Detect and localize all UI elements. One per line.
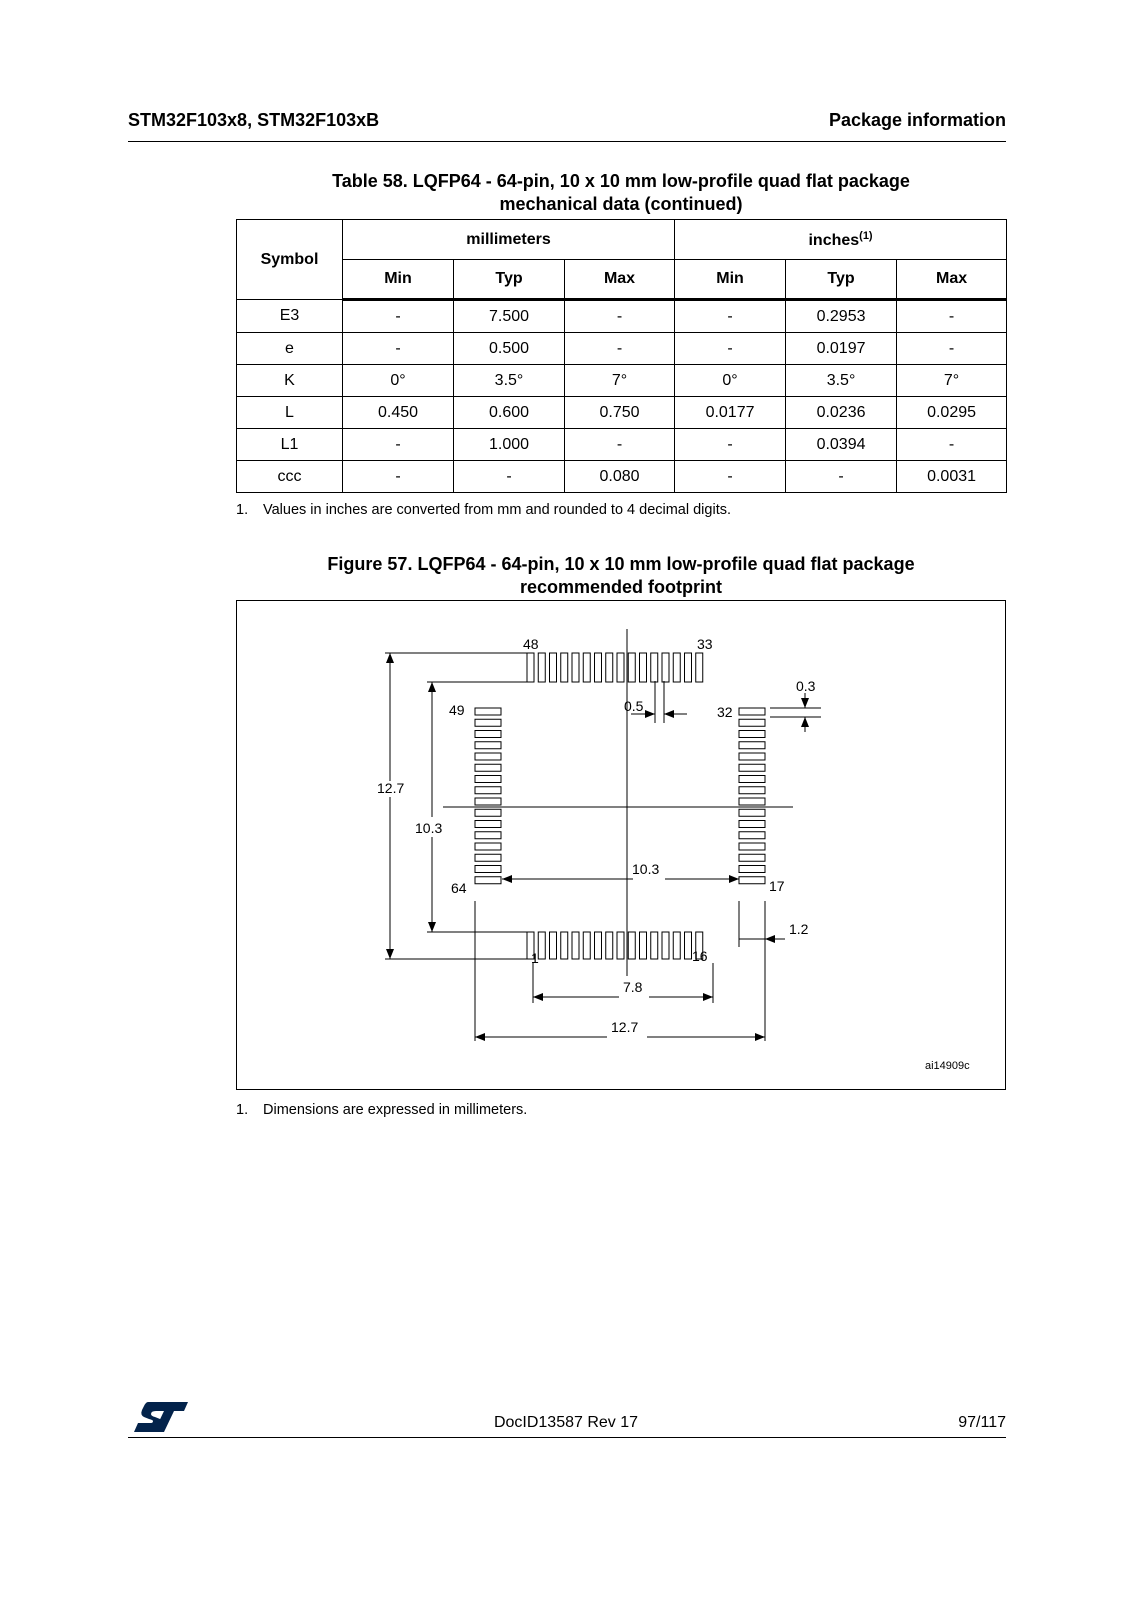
pin-label-32: 32 <box>717 704 733 720</box>
footer-doc-id: DocID13587 Rev 17 <box>493 1414 639 1431</box>
sub-header-2: Max <box>565 260 675 300</box>
pad-bottom <box>550 932 557 959</box>
pin-label-1: 1 <box>531 950 539 966</box>
pad-top <box>628 653 635 682</box>
pad-bottom <box>640 932 647 959</box>
figure-caption-line2: recommended footprint <box>519 577 722 597</box>
pad-top <box>572 653 579 682</box>
value-cell: - <box>675 429 786 461</box>
figure-caption-line1: Figure 57. LQFP64 - 64-pin, 10 x 10 mm low-profile quad flat package <box>327 554 915 574</box>
value-cell: - <box>565 429 675 461</box>
pad-right <box>739 731 765 738</box>
sub-header-4: Typ <box>786 260 897 300</box>
value-cell: - <box>565 333 675 365</box>
inches-header-label: inches <box>808 231 860 249</box>
pin-label-48: 48 <box>523 636 539 652</box>
pad-top <box>640 653 647 682</box>
pad-left <box>475 764 501 771</box>
value-cell: 7.500 <box>454 300 565 333</box>
pin-label-16: 16 <box>692 948 708 964</box>
pad-bottom <box>628 932 635 959</box>
dim-label-pad-width: 0.3 <box>796 678 816 694</box>
doc-header-title: STM32F103x8, STM32F103xB <box>128 110 380 130</box>
pad-right <box>739 809 765 816</box>
dim-label-inner-height: 10.3 <box>415 820 443 836</box>
pad-bottom <box>662 932 669 959</box>
pad-right <box>739 776 765 783</box>
table-row <box>237 333 1007 365</box>
value-cell: 7° <box>565 365 675 397</box>
pad-top <box>527 653 534 682</box>
value-cell: 0.0236 <box>786 397 897 429</box>
sub-header-0: Min <box>343 260 454 300</box>
figure-footnote <box>236 1102 527 1118</box>
pad-bottom <box>673 932 680 959</box>
table-caption <box>236 170 1006 216</box>
footprint-drawing <box>237 601 1005 1089</box>
value-cell: 0.450 <box>343 397 454 429</box>
symbol-cell: E3 <box>237 300 343 333</box>
value-cell: - <box>675 461 786 493</box>
header-rule <box>128 141 1006 142</box>
pad-left <box>475 832 501 839</box>
mechanical-data-table <box>236 219 1007 493</box>
pad-left <box>475 787 501 794</box>
value-cell: - <box>343 333 454 365</box>
value-cell: 0.080 <box>565 461 675 493</box>
pin-label-49: 49 <box>449 702 465 718</box>
value-cell: 3.5° <box>454 365 565 397</box>
sub-header-1: Typ <box>454 260 565 300</box>
pad-right <box>739 866 765 873</box>
pad-bottom <box>583 932 590 959</box>
dim-label-outer-height: 12.7 <box>377 780 405 796</box>
value-cell: - <box>343 300 454 333</box>
pad-bottom <box>606 932 613 959</box>
pad-top <box>561 653 568 682</box>
value-cell: - <box>343 429 454 461</box>
pad-left <box>475 843 501 850</box>
footer-page-number: 97/117 <box>958 1414 1006 1431</box>
pad-top <box>583 653 590 682</box>
pad-right <box>739 719 765 726</box>
pad-right <box>739 798 765 805</box>
value-cell: 0° <box>343 365 454 397</box>
dim-label-pad-length: 1.2 <box>789 921 809 937</box>
pad-right <box>739 787 765 794</box>
table-row <box>237 365 1007 397</box>
pad-top <box>673 653 680 682</box>
figure-ref-code: ai14909c <box>925 1060 970 1072</box>
dim-label-outer-width: 12.7 <box>611 1019 639 1035</box>
table-footnote-number: 1. <box>236 502 249 518</box>
value-cell: - <box>897 300 1007 333</box>
pad-left <box>475 877 501 884</box>
symbol-header: Symbol <box>237 220 343 300</box>
pad-top <box>550 653 557 682</box>
pad-top <box>696 653 703 682</box>
value-cell: 7° <box>897 365 1007 397</box>
value-cell: 0.2953 <box>786 300 897 333</box>
pad-right <box>739 764 765 771</box>
pad-right <box>739 821 765 828</box>
pad-bottom <box>685 932 692 959</box>
figure-caption <box>236 553 1006 599</box>
pad-right <box>739 742 765 749</box>
value-cell: 3.5° <box>786 365 897 397</box>
value-cell: 0.0394 <box>786 429 897 461</box>
footprint-figure <box>236 600 1006 1090</box>
pad-top <box>538 653 545 682</box>
value-cell: 0° <box>675 365 786 397</box>
footer-rule <box>128 1437 1006 1438</box>
table-row <box>237 461 1007 493</box>
table-row <box>237 397 1007 429</box>
pin-label-33: 33 <box>697 636 713 652</box>
pad-top <box>662 653 669 682</box>
pad-top <box>685 653 692 682</box>
value-cell: 0.0031 <box>897 461 1007 493</box>
pad-right <box>739 854 765 861</box>
pad-top <box>617 653 624 682</box>
symbol-cell: L <box>237 397 343 429</box>
value-cell: - <box>675 333 786 365</box>
table-footnote <box>236 502 731 518</box>
pad-right <box>739 708 765 715</box>
value-cell: 0.750 <box>565 397 675 429</box>
table-caption-line1: Table 58. LQFP64 - 64-pin, 10 x 10 mm low-profile quad flat package <box>332 171 910 191</box>
value-cell: 0.0197 <box>786 333 897 365</box>
pad-top <box>606 653 613 682</box>
table-row <box>237 300 1007 333</box>
pad-right <box>739 753 765 760</box>
value-cell: - <box>897 333 1007 365</box>
pad-left <box>475 776 501 783</box>
pad-left <box>475 753 501 760</box>
pad-bottom <box>538 932 545 959</box>
figure-footnote-text: Dimensions are expressed in millimeters. <box>263 1102 528 1118</box>
figure-footnote-number: 1. <box>236 1102 249 1118</box>
pad-bottom <box>572 932 579 959</box>
pad-bottom <box>595 932 602 959</box>
value-cell: 0.0295 <box>897 397 1007 429</box>
pad-left <box>475 854 501 861</box>
symbol-cell: ccc <box>237 461 343 493</box>
pad-bottom <box>651 932 658 959</box>
symbol-cell: e <box>237 333 343 365</box>
pad-bottom <box>617 932 624 959</box>
value-cell: 0.600 <box>454 397 565 429</box>
pad-top <box>651 653 658 682</box>
symbol-cell: L1 <box>237 429 343 461</box>
pad-right <box>739 877 765 884</box>
doc-header-section: Package information <box>828 110 1006 130</box>
value-cell: - <box>675 300 786 333</box>
pad-group <box>475 653 765 959</box>
pad-left <box>475 798 501 805</box>
value-cell: 0.0177 <box>675 397 786 429</box>
pad-left <box>475 809 501 816</box>
pad-left <box>475 742 501 749</box>
pad-left <box>475 708 501 715</box>
pad-left <box>475 731 501 738</box>
pin-label-64: 64 <box>451 880 467 896</box>
pad-right <box>739 843 765 850</box>
value-cell: - <box>897 429 1007 461</box>
millimeters-header: millimeters <box>343 220 675 260</box>
pad-left <box>475 866 501 873</box>
inches-header <box>675 220 1007 260</box>
table-row <box>237 429 1007 461</box>
inches-note-ref: (1) <box>859 229 873 242</box>
dim-label-pitch: 0.5 <box>624 698 644 714</box>
value-cell: 1.000 <box>454 429 565 461</box>
symbol-cell: K <box>237 365 343 397</box>
pad-left <box>475 719 501 726</box>
pad-top <box>595 653 602 682</box>
pad-left <box>475 821 501 828</box>
value-cell: - <box>786 461 897 493</box>
value-cell: - <box>343 461 454 493</box>
value-cell: 0.500 <box>454 333 565 365</box>
value-cell: - <box>454 461 565 493</box>
sub-header-3: Min <box>675 260 786 300</box>
pin-label-17: 17 <box>769 878 785 894</box>
pad-bottom <box>561 932 568 959</box>
sub-header-5: Max <box>897 260 1007 300</box>
table-footnote-text: Values in inches are converted from mm and rounded to 4 decimal digits. <box>263 502 732 518</box>
dim-label-inner-width: 10.3 <box>632 861 660 877</box>
value-cell: - <box>565 300 675 333</box>
pad-right <box>739 832 765 839</box>
dim-label-row-span: 7.8 <box>623 979 643 995</box>
table-caption-line2: mechanical data (continued) <box>499 194 743 214</box>
